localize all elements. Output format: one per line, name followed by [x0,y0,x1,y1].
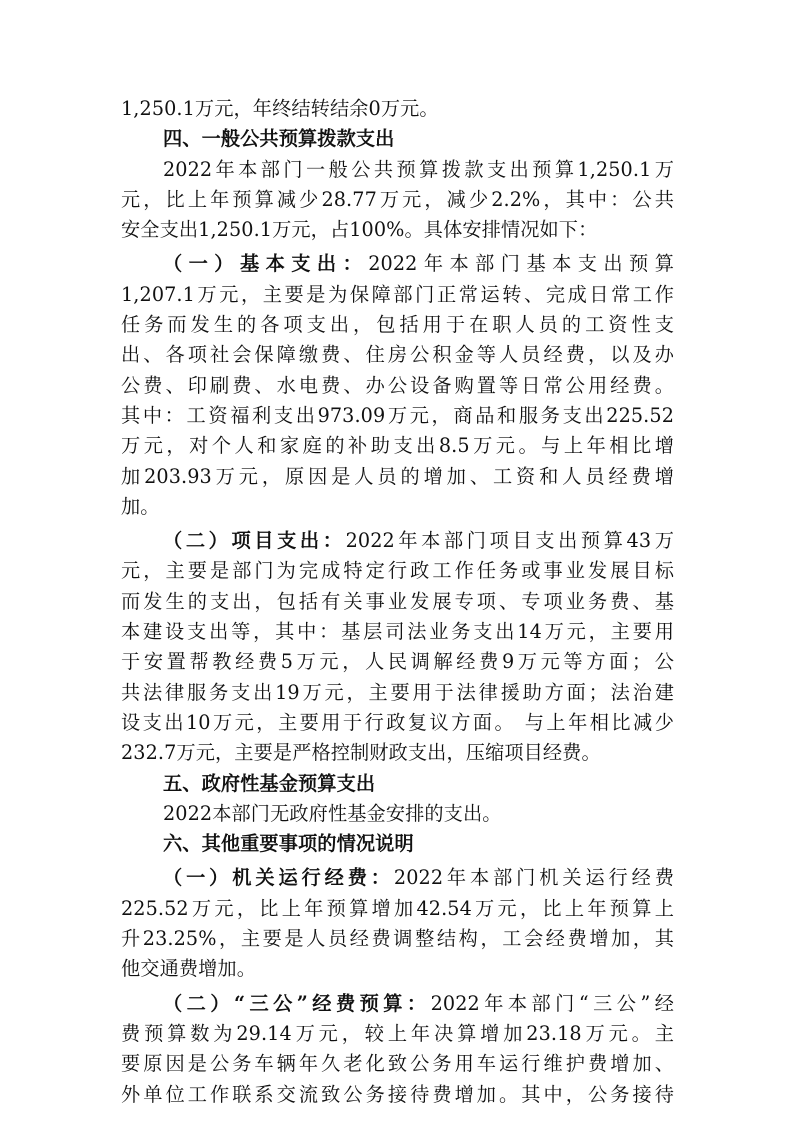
text-line: 共法律服务支出19万元，主要用于法律援助方面；法治建 [121,680,674,704]
subsection-lead: （二）项目支出： [163,529,346,553]
subsection-lead: （一）基本支出： [163,252,369,276]
text-line: 出、各项社会保障缴费、住房公积金等人员经费，以及办 [121,343,674,367]
document-page [121,94,674,1110]
text-line [121,989,674,1019]
text-line: 他交通费增加。 [121,957,257,981]
section-heading: 五、政府性基金预算支出 [163,771,376,795]
subsection-text: 2022年本部门“三公”经 [430,991,674,1015]
subsection-text: 2022年本部门基本支出预算 [368,252,674,276]
text-line: 232.7万元，主要是严格控制财政支出，压缩项目经费。 [121,741,601,765]
text-line: 元，比上年预算减少28.77万元，减少2.2%，其中：公共 [121,187,674,211]
subsection-text: 2022年本部门项目支出预算43万 [345,529,674,553]
text-line: 其中：工资福利支出973.09万元，商品和服务支出225.52 [121,403,674,427]
text-line: 1,207.1万元，主要是为保障部门正常运转、完成日常工作 [121,282,674,306]
text-line: 外单位工作联系交流致公务接待费增加。其中，公务接待 [121,1082,674,1106]
text-line: 要原因是公务车辆年久老化致公务用车运行维护费增加、 [121,1052,674,1076]
text-line: 任务而发生的各项支出，包括用于在职人员的工资性支 [121,313,674,337]
text-line [121,863,674,893]
text-line: 加203.93万元，原因是人员的增加、工资和人员经费增 [121,464,674,488]
text-line: 安全支出1,250.1万元，占100%。具体安排情况如下： [121,218,598,242]
section-heading: 六、其他重要事项的情况说明 [163,832,414,856]
text-line: 公费、印刷费、水电费、办公设备购置等日常公用经费。 [121,373,674,397]
text-line [121,526,674,556]
text-line: 225.52万元，比上年预算增加42.54万元，比上年预算上 [121,896,674,920]
text-line [121,249,674,279]
section-heading: 四、一般公共预算拨款支出 [163,127,395,151]
text-line: 设支出10万元，主要用于行政复议方面。 与上年相比减少 [121,710,674,734]
text-line: 费预算数为29.14万元，较上年决算增加23.18万元。主 [121,1021,674,1045]
text-line: 万元，对个人和家庭的补助支出8.5万元。与上年相比增 [121,434,674,458]
text-line: 本建设支出等，其中：基层司法业务支出14万元，主要用 [121,620,674,644]
subsection-lead: （二）“三公”经费预算： [163,991,431,1015]
subsection-lead: （一）机关运行经费： [163,866,394,890]
text-line: 加。 [121,494,160,518]
text-line: 2022本部门无政府性基金安排的支出。 [163,801,502,825]
text-line: 于安置帮教经费5万元，人民调解经费9万元等方面；公 [121,650,674,674]
text-line: 2022年本部门一般公共预算拨款支出预算1,250.1万 [163,157,674,181]
subsection-text: 2022年本部门机关运行经费 [393,866,674,890]
text-line: 升23.25%，主要是人员经费调整结构，工会经费增加，其 [121,927,674,951]
text-line: 元，主要是部门为完成特定行政工作任务或事业发展目标 [121,559,674,583]
text-line: 而发生的支出，包括有关事业发展专项、专项业务费、基 [121,589,674,613]
text-line: 1,250.1万元，年终结转结余0万元。 [121,97,439,120]
